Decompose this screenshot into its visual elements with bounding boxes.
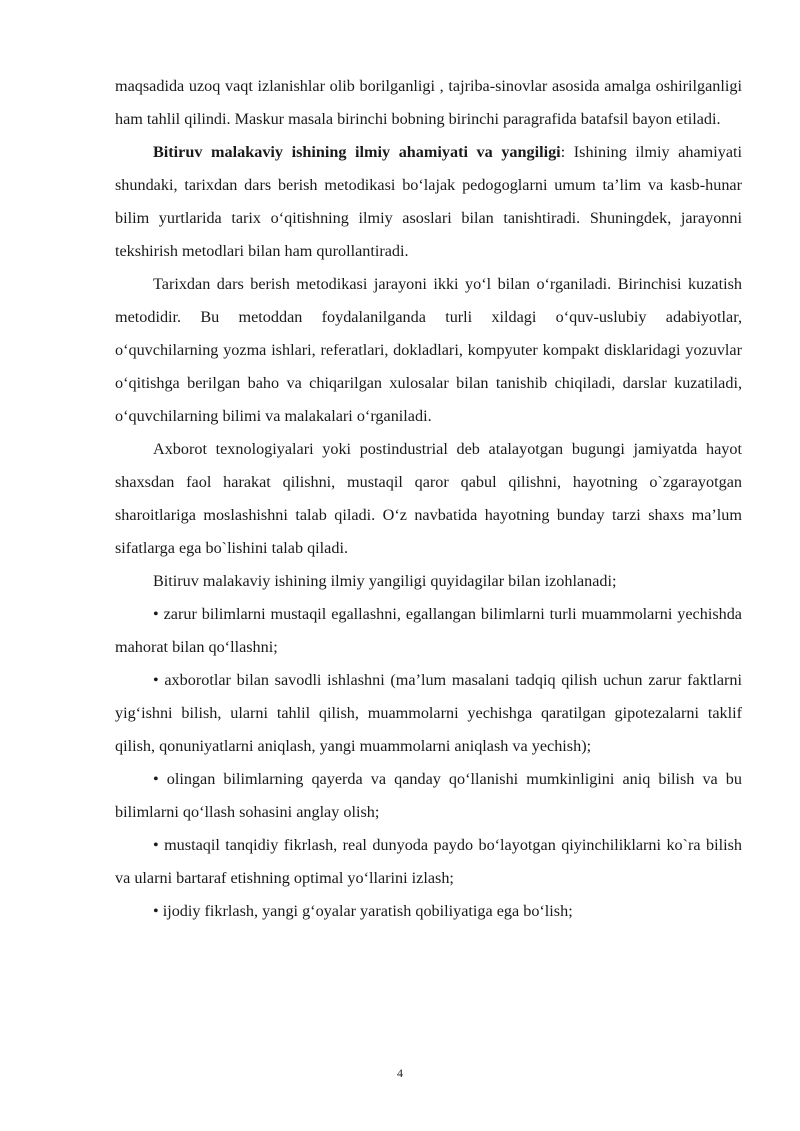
bullet-item: • axborotlar bilan savodli ishlashni (ma’lum masalani tadqiq qilish uchun zarur faktlarni yig‘ishni bilish, ularni tahlil qilish, muammolarni yechishga qaratilgan gipotezalarni taklif qilish, qonuniyatlarni aniqlash, yangi muammolarni aniqlash va yechish); [115, 671, 742, 755]
document-body [115, 70, 742, 928]
page-number: 4 [397, 1066, 403, 1080]
bullet-item: • mustaqil tanqidiy fikrlash, real dunyoda paydo bo‘layotgan qiyinchiliklarni ko`ra bilish va ularni bartaraf etishning optimal yo‘llarini izlash; [115, 836, 742, 887]
paragraph-continuation: maqsadida uzoq vaqt izlanishlar olib borilganligi , tajriba-sinovlar asosida amalga oshirilganligi ham tahlil qilindi. Maskur masala birinchi bobning birinchi paragrafida batafsil bayon etiladi. [115, 77, 742, 128]
bullet-item: • zarur bilimlarni mustaqil egallashni, egallangan bilimlarni turli muammolarni yechishda mahorat bilan qo‘llashni; [115, 605, 742, 656]
paragraph-methodology: Tarixdan dars berish metodikasi jarayoni ikki yo‘l bilan o‘rganiladi. Birinchisi kuzatish metodidir. Bu metoddan foydalanilganda turli xildagi o‘quv-uslubiy adabiyotlar, o‘quvchilarning yozma ishlari, referatlari, dokladlari, kompyuter kompakt disklaridagi yozuvlar o‘qitishga berilgan baho va chiqarilgan xulosalar bilan tanishib chiqiladi, darslar kuzatiladi, o‘quvchilarning bilimi va malakalari o‘rganiladi. [115, 275, 742, 425]
bullet-item: • ijodiy fikrlash, yangi g‘oyalar yaratish qobiliyatiga ega bo‘lish; [153, 902, 573, 920]
paragraph-text: : Ishining ilmiy ahamiyati shundaki, tarixdan dars berish metodikasi bo‘lajak pedogoglarni umum ta’lim va kasb-hunar bilim yurtlarida tarix o‘qitishning ilmiy asoslari bilan tanishtiradi. Shuningdek, jarayonni tekshirish metodlari bilan ham qurollantiradi. [115, 143, 742, 260]
paragraph-significance [115, 136, 742, 268]
paragraph-information-technology: Axborot texnologiyalari yoki postindustrial deb atalayotgan bugungi jamiyatda hayot shaxsdan faol harakat qilishni, mustaqil qaror qabul qilishni, hayotning o`zgarayotgan sharoitlariga moslashishni talab qiladi. O‘z navbatida hayotning bunday tarzi shaxs ma’lum sifatlarga ega bo`lishini talab qiladi. [115, 440, 742, 557]
paragraph-novelty-intro: Bitiruv malakaviy ishining ilmiy yangiligi quyidagilar bilan izohlanadi; [153, 572, 617, 590]
paragraph-bold-heading: Bitiruv malakaviy ishining ilmiy ahamiyati va yangiligi [153, 143, 561, 161]
bullet-item: • olingan bilimlarning qayerda va qanday qo‘llanishi mumkinligini aniq bilish va bu bilimlarni qo‘llash sohasini anglay olish; [115, 770, 742, 821]
